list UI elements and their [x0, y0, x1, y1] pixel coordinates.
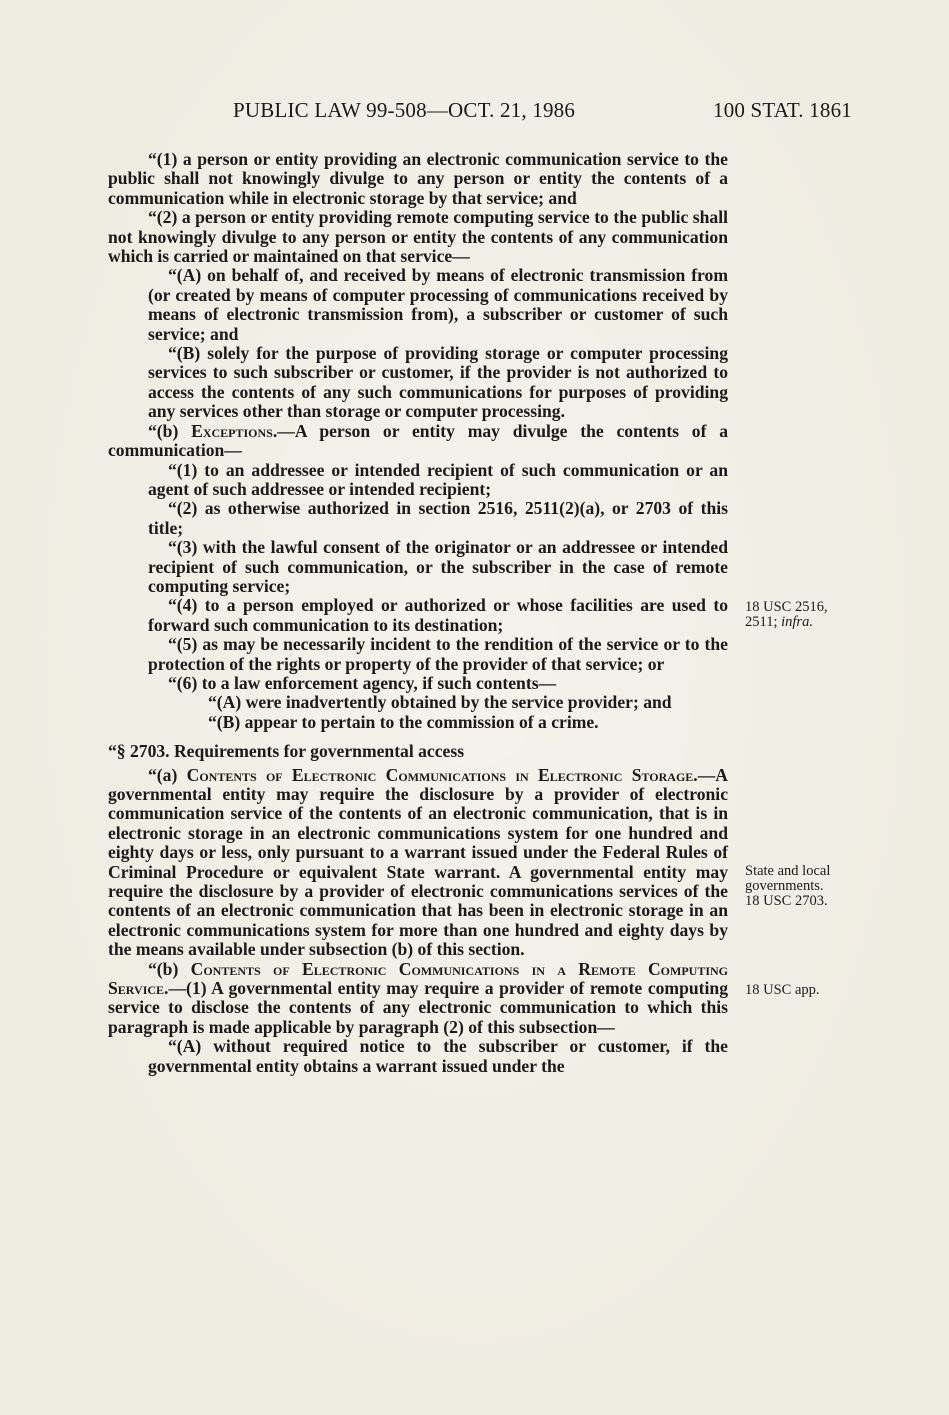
exception-4: “(4) to a person employed or authorized or whose facilities are used to forward such communication to its destination;	[148, 595, 728, 635]
paragraph-2: “(2) a person or entity providing remote computing service to the public shall not knowingly divulge to any person or entity the contents of any communication which is carried or maintained on that service—	[108, 207, 728, 267]
subsection-b-heading: Exceptions	[191, 420, 273, 441]
subsection-b-text: .—A person or entity may divulge the contents of a communication—	[108, 420, 728, 461]
subsection-2703-b-text: .—(1) A governmental entity may require a provider of remote computing service to disclose the contents of any electronic communication to which this paragraph is made applicable by paragraph (2) of this subsection—	[108, 978, 728, 1037]
margin-note-18usc2516	[745, 600, 885, 630]
subsection-b-exceptions	[108, 422, 728, 461]
subsection-2703-b	[108, 960, 728, 1038]
exception-3: “(3) with the lawful consent of the originator or an addressee or intended recipient of such communication, or the subscriber in the case of remote computing service;	[148, 537, 728, 596]
margin-note-18usc-app: 18 USC app.	[745, 982, 820, 998]
exception-6b: “(B) appear to pertain to the commission of a crime.	[208, 711, 599, 732]
margin-note-1-infra: infra.	[781, 614, 813, 630]
exception-5: “(5) as may be necessarily incident to the rendition of the service or to the protection of the rights or property of the provider of that service; or	[148, 634, 728, 674]
page-title: PUBLIC LAW 99-508—OCT. 21, 1986	[233, 98, 576, 122]
margin-note-1-cite: 2511;	[745, 614, 782, 630]
subsection-b-lead: “(b)	[148, 420, 192, 441]
exception-2: “(2) as otherwise authorized in section 2516, 2511(2)(a), or 2703 of this title;	[148, 498, 728, 538]
subsection-2703-a-lead: “(a)	[148, 764, 187, 785]
subsection-2703-a-text: .—A governmental entity may require the disclosure by a provider of electronic communication service of the contents of an electronic communication, that is in electronic storage in an electronic communications system for one hundred and eighty days or less, only pursuant to a warrant issued under the Federal Rules of Criminal Procedure or equivalent State warrant. A governmental entity may require the disclosure by a provider of electronic communications services of the contents of an electronic communication that has been in electronic storage in an electronic communications system for more than one hundred and eighty days by the means available under subsection (b) of this section.	[108, 764, 728, 960]
margin-note-1-line-1: 18 USC 2516,	[745, 599, 828, 615]
exception-6: “(6) to a law enforcement agency, if such contents—	[168, 672, 557, 693]
margin-note-state-local	[745, 864, 885, 909]
statute-body	[108, 150, 728, 1076]
exception-6a: “(A) were inadvertently obtained by the service provider; and	[208, 692, 672, 713]
margin-note-1-line-2	[745, 615, 885, 630]
exception-1: “(1) to an addressee or intended recipient of such communication or an agent of such addressee or intended recipient;	[148, 459, 728, 499]
subsection-2703-b-heading: Contents of Electronic Communications in a Remote Computing Service	[108, 958, 728, 999]
statute-citation: 100 STAT. 1861	[713, 98, 852, 122]
subparagraph-2a: “(A) on behalf of, and received by means of electronic transmission from (or created by means of computer processing of communications received by means of electronic transmission from), a subscriber or customer of such service; and	[148, 265, 728, 344]
paragraph-1: “(1) a person or entity providing an electronic communication service to the public shall not knowingly divulge to any person or entity the contents of a communication while in electronic storage by that service; and	[108, 149, 728, 208]
section-2703-heading: “§ 2703. Requirements for governmental access	[108, 741, 465, 762]
subsection-2703-b-a: “(A) without required notice to the subscriber or customer, if the governmental entity obtains a warrant issued under the	[148, 1036, 728, 1076]
subsection-2703-a-heading: Contents of Electronic Communications in Electronic Storage	[186, 764, 694, 785]
subsection-2703-b-lead: “(b)	[148, 958, 191, 979]
subparagraph-2b: “(B) solely for the purpose of providing storage or computer processing services to such subscriber or customer, if the provider is not authorized to access the contents of any such communications for purposes of providing any services other than storage or computer processing.	[148, 343, 728, 422]
page-header	[0, 98, 949, 128]
subsection-2703-a	[108, 766, 728, 960]
margin-note-2-line-2: governments.	[745, 878, 824, 894]
margin-note-2-line-3: 18 USC 2703.	[745, 893, 828, 909]
margin-note-2-line-1: State and local	[745, 863, 831, 879]
